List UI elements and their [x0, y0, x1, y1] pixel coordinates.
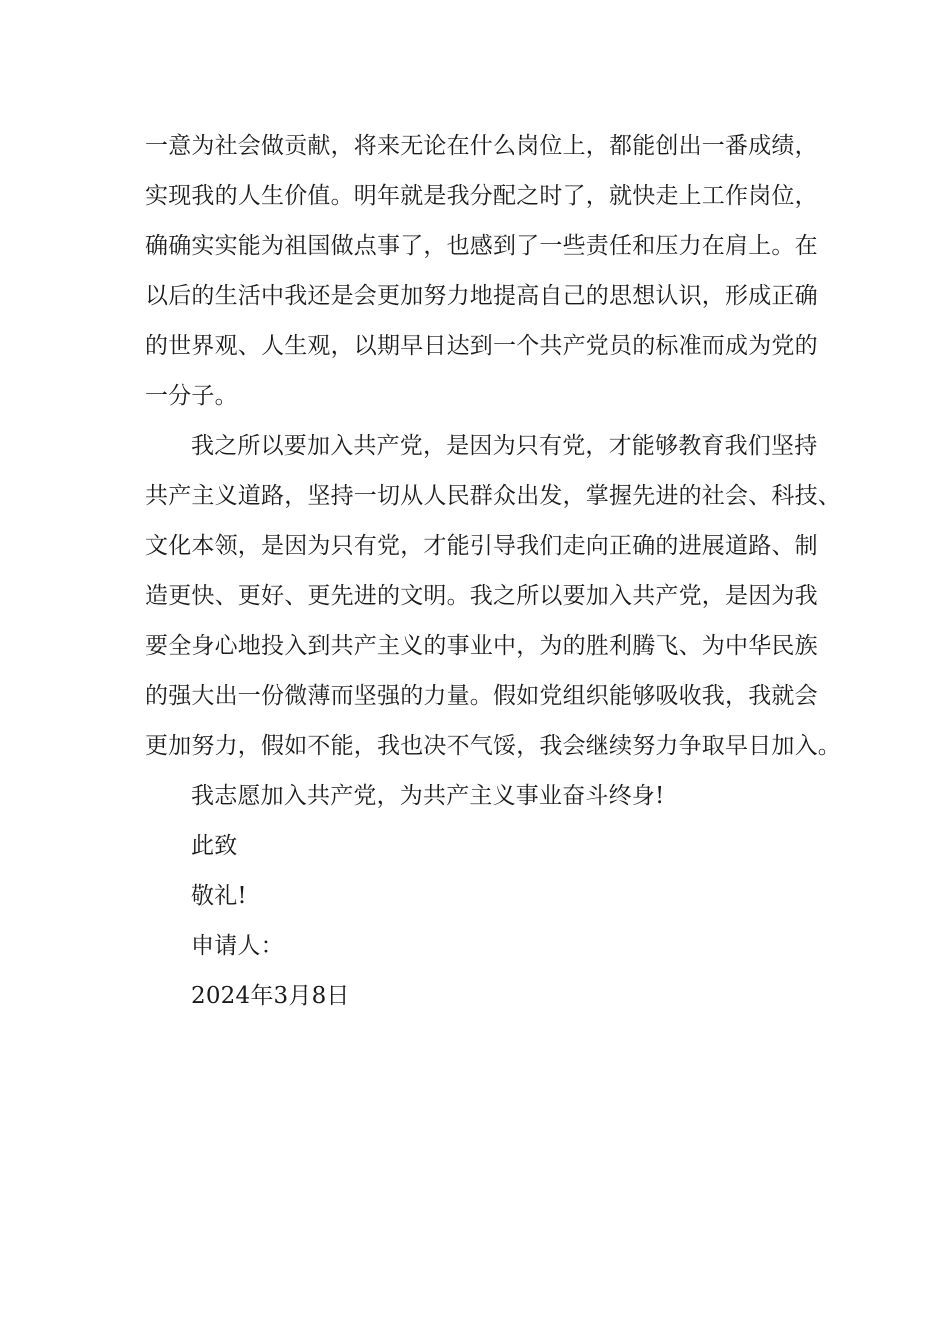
closing-regards: 敬礼! — [191, 883, 247, 909]
paragraph-2-line-2: 共产主义道路，坚持一切从人民群众出发，掌握先进的社会、科技、 — [145, 483, 841, 509]
paragraph-2-line-5: 要全身心地投入到共产主义的事业中，为的胜利腾飞、为中华民族 — [145, 633, 818, 659]
paragraph-1-line-3: 确确实实能为祖国做点事了，也感到了一些责任和压力在肩上。在 — [145, 233, 818, 259]
paragraph-1-line-6: 一分子。 — [145, 383, 238, 409]
applicant-label: 申请人： — [191, 933, 284, 959]
paragraph-2-line-1: 我之所以要加入共产党，是因为只有党，才能够教育我们坚持 — [191, 433, 818, 459]
paragraph-2-line-3: 文化本领，是因为只有党，才能引导我们走向正确的进展道路、制 — [145, 533, 818, 559]
pledge-line: 我志愿加入共产党，为共产主义事业奋斗终身! — [191, 783, 665, 809]
paragraph-1-line-2: 实现我的人生价值。明年就是我分配之时了，就快走上工作岗位， — [145, 183, 818, 209]
letter-body — [145, 121, 841, 1021]
signature-date: 2024年3月8日 — [191, 983, 350, 1009]
paragraph-1-line-4: 以后的生活中我还是会更加努力地提高自己的思想认识，形成正确 — [145, 283, 818, 309]
paragraph-1-line-5: 的世界观、人生观，以期早日达到一个共产党员的标准而成为党的 — [145, 333, 818, 359]
paragraph-2-line-6: 的强大出一份微薄而坚强的力量。假如党组织能够吸收我，我就会 — [145, 683, 818, 709]
paragraph-1-line-1: 一意为社会做贡献，将来无论在什么岗位上，都能创出一番成绩， — [145, 133, 818, 159]
paragraph-2-line-7: 更加努力，假如不能，我也决不气馁，我会继续努力争取早日加入。 — [145, 733, 841, 759]
paragraph-2-line-4: 造更快、更好、更先进的文明。我之所以要加入共产党，是因为我 — [145, 583, 818, 609]
closing-salutation: 此致 — [191, 833, 238, 859]
